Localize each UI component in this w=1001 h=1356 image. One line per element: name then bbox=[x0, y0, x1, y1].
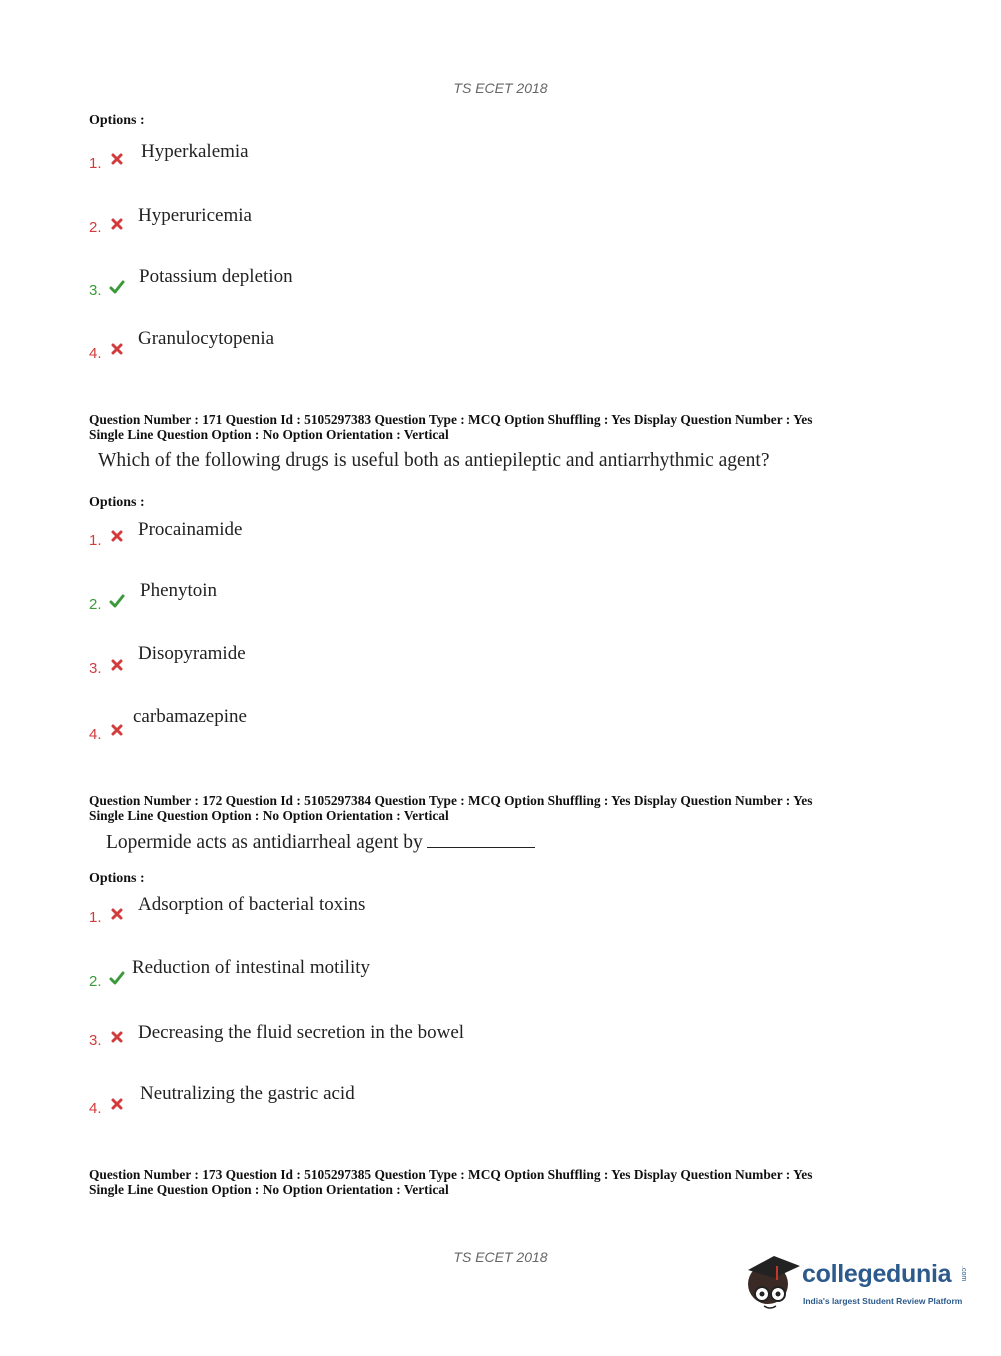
option-text: Phenytoin bbox=[140, 580, 218, 601]
option-number: 1. bbox=[89, 909, 102, 926]
question-meta-line2: Single Line Question Option : No Option Orientation : Vertical bbox=[89, 427, 449, 442]
question-text-content: Lopermide acts as antidiarrheal agent by bbox=[106, 832, 423, 853]
cross-icon bbox=[109, 722, 125, 738]
options-label: Options : bbox=[89, 113, 145, 128]
option-number: 1. bbox=[89, 155, 102, 172]
option-text: Hyperkalemia bbox=[141, 141, 249, 162]
option-text: Granulocytopenia bbox=[138, 328, 275, 349]
option-text: Hyperuricemia bbox=[138, 205, 252, 226]
question-meta-line2: Single Line Question Option : No Option Orientation : Vertical bbox=[89, 808, 449, 823]
cross-icon bbox=[109, 657, 125, 673]
options-label: Options : bbox=[89, 871, 145, 886]
question-meta-line2: Single Line Question Option : No Option Orientation : Vertical bbox=[89, 1182, 449, 1197]
check-icon bbox=[109, 970, 125, 986]
option-text: Reduction of intestinal motility bbox=[132, 957, 371, 978]
collegedunia-logo bbox=[742, 1248, 968, 1314]
check-icon bbox=[109, 593, 125, 609]
option-text: Procainamide bbox=[138, 519, 243, 540]
logo-wordmark: collegedunia bbox=[802, 1260, 952, 1288]
cross-icon bbox=[109, 216, 125, 232]
cross-icon bbox=[109, 528, 125, 544]
option-text: Potassium depletion bbox=[139, 266, 293, 287]
mascot-icon bbox=[742, 1248, 802, 1314]
option-number: 3. bbox=[89, 660, 102, 677]
option-text: Adsorption of bacterial toxins bbox=[138, 894, 366, 915]
cross-icon bbox=[109, 906, 125, 922]
cross-icon bbox=[109, 151, 125, 167]
question-meta-line1: Question Number : 171 Question Id : 5105297383 Question Type : MCQ Option Shuffling : Yes Display Question Number : Yes bbox=[89, 412, 813, 427]
answer-blank bbox=[427, 846, 535, 848]
cross-icon bbox=[109, 341, 125, 357]
check-icon bbox=[109, 279, 125, 295]
option-text: Decreasing the fluid secretion in the bowel bbox=[138, 1022, 465, 1043]
question-meta-line1: Question Number : 173 Question Id : 5105297385 Question Type : MCQ Option Shuffling : Yes Display Question Number : Yes bbox=[89, 1167, 813, 1182]
page-footer: TS ECET 2018 bbox=[453, 1249, 548, 1265]
option-number: 4. bbox=[89, 726, 102, 743]
cross-icon bbox=[109, 1096, 125, 1112]
question-meta-line1: Question Number : 172 Question Id : 5105297384 Question Type : MCQ Option Shuffling : Yes Display Question Number : Yes bbox=[89, 793, 813, 808]
option-number: 2. bbox=[89, 219, 102, 236]
logo-suffix: .com bbox=[960, 1266, 967, 1282]
question-text bbox=[106, 832, 535, 854]
option-text: carbamazepine bbox=[133, 706, 247, 727]
option-number: 1. bbox=[89, 532, 102, 549]
cross-icon bbox=[109, 1029, 125, 1045]
options-label: Options : bbox=[89, 495, 145, 510]
question-text: Which of the following drugs is useful both as antiepileptic and antiarrhythmic agent? bbox=[98, 450, 770, 471]
option-number: 2. bbox=[89, 596, 102, 613]
option-number: 4. bbox=[89, 345, 102, 362]
option-number: 4. bbox=[89, 1100, 102, 1117]
logo-tagline: India's largest Student Review Platform bbox=[803, 1296, 963, 1306]
option-text: Disopyramide bbox=[138, 643, 246, 664]
page-header: TS ECET 2018 bbox=[453, 80, 548, 96]
option-number: 2. bbox=[89, 973, 102, 990]
option-number: 3. bbox=[89, 1032, 102, 1049]
option-number: 3. bbox=[89, 282, 102, 299]
option-text: Neutralizing the gastric acid bbox=[140, 1083, 355, 1104]
